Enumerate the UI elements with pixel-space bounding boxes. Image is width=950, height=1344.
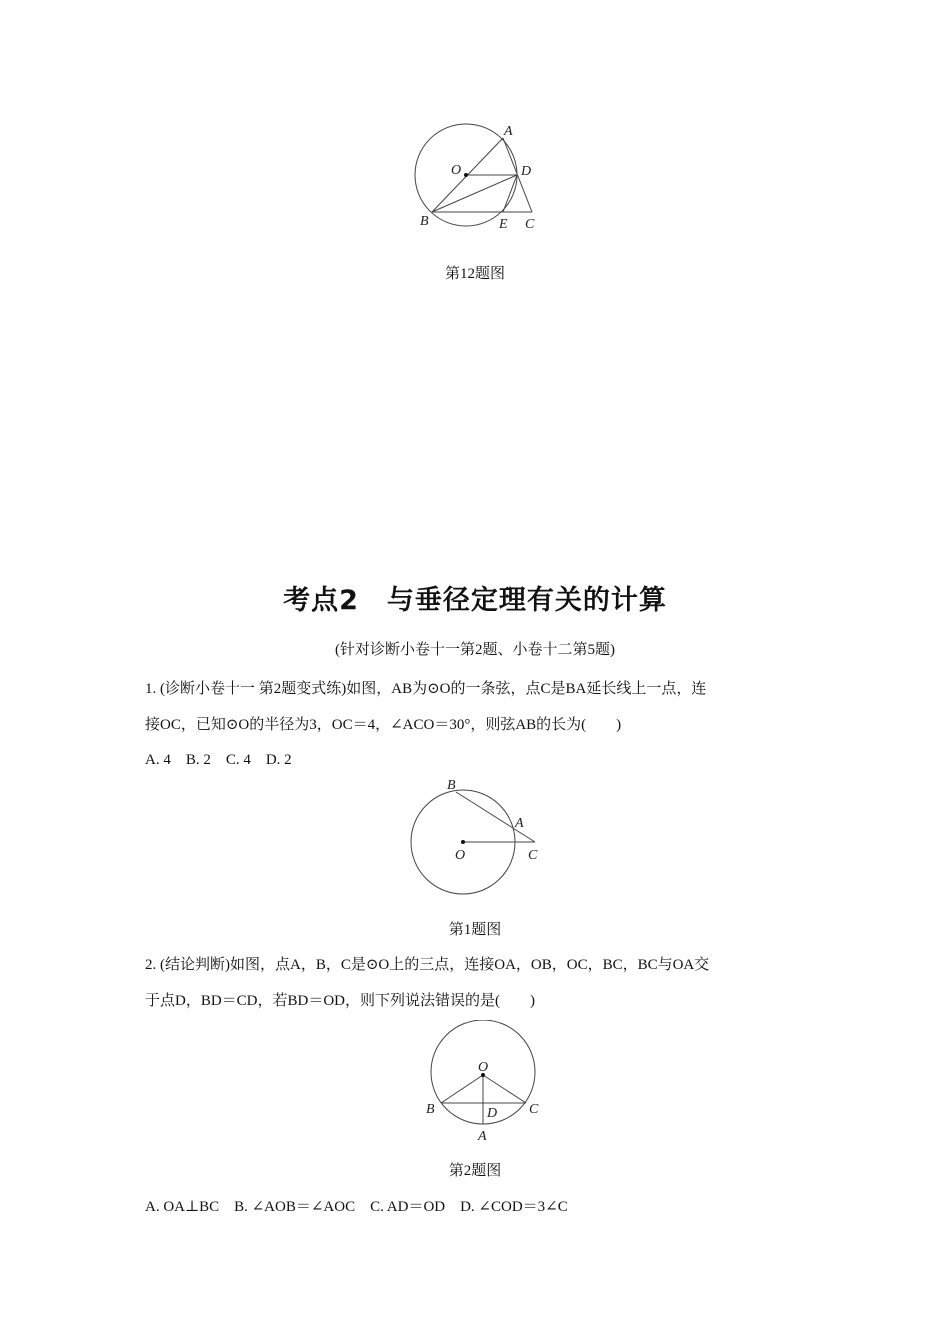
svg-text:B: B <box>420 214 429 229</box>
svg-text:B: B <box>447 778 456 793</box>
svg-text:A: A <box>504 124 513 139</box>
section-subtitle: (针对诊断小卷十一第2题、小卷十二第5题) <box>335 642 615 658</box>
svg-text:O: O <box>451 163 462 178</box>
svg-text:A: A <box>478 1129 487 1144</box>
svg-text:O: O <box>478 1060 489 1075</box>
q2-options: A. OA⊥BC B. ∠AOB＝∠AOC C. AD＝OD D. ∠COD＝3∠C <box>145 1199 568 1215</box>
svg-text:D: D <box>521 164 532 179</box>
q2-text-line1: 2. (结论判断)如图，点A，B，C是⊙O上的三点，连接OA，OB，OC，BC，BC与OA交 <box>145 957 710 973</box>
svg-text:C: C <box>529 1102 539 1117</box>
svg-text:B: B <box>426 1102 435 1117</box>
section-title: 考点2 与垂径定理有关的计算 <box>283 585 667 616</box>
figure-12-diagram <box>400 110 560 240</box>
figure-2-diagram <box>410 1020 560 1150</box>
svg-text:C: C <box>525 217 535 232</box>
q2-text-line2: 于点D，BD＝CD，若BD＝OD，则下列说法错误的是( ) <box>145 993 536 1009</box>
q1-text-line1: 1. (诊断小卷十一 第2题变式练)如图，AB为⊙O的一条弦，点C是BA延长线上一点，连 <box>145 681 707 697</box>
svg-text:D: D <box>487 1106 498 1121</box>
svg-text:A: A <box>515 816 524 831</box>
q1-options: A. 4 B. 2 C. 4 D. 2 <box>145 752 292 768</box>
svg-text:O: O <box>455 848 466 863</box>
figure-2-caption: 第2题图 <box>448 1163 502 1179</box>
figure-1-diagram <box>400 770 560 900</box>
svg-text:E: E <box>499 217 508 232</box>
figure-12-caption: 第12题图 <box>444 266 505 282</box>
figure-1-caption: 第1题图 <box>448 922 502 938</box>
svg-text:C: C <box>528 848 538 863</box>
q1-text-line2: 接OC，已知⊙O的半径为3，OC＝4，∠ACO＝30°，则弦AB的长为( ) <box>145 717 622 733</box>
